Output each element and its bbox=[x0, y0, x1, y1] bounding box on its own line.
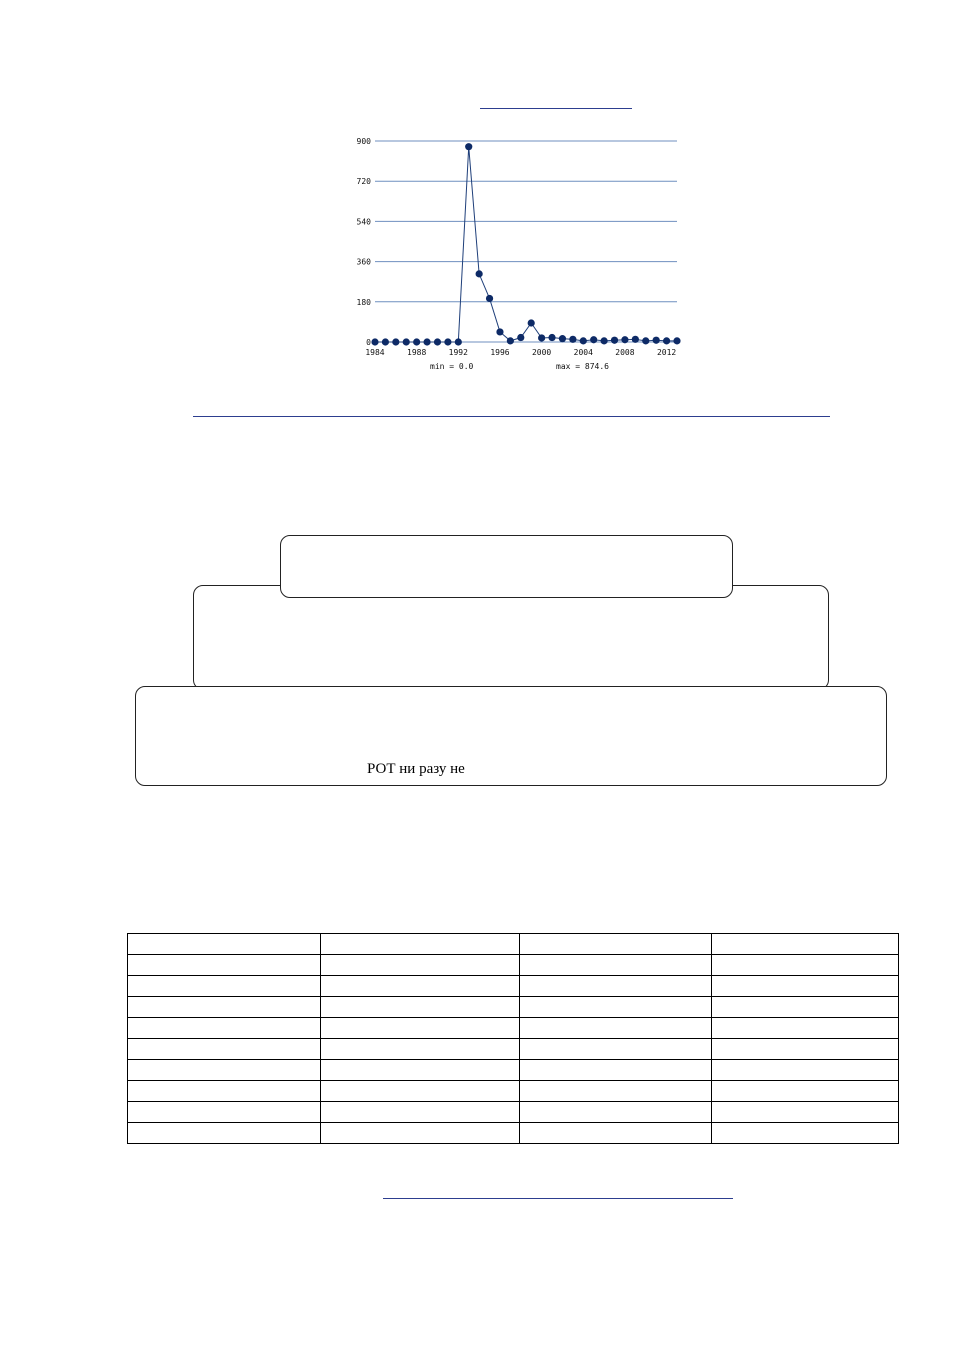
line-chart bbox=[340, 130, 690, 380]
data-point bbox=[507, 337, 514, 344]
top-short-rule bbox=[480, 108, 632, 109]
y-tick-label: 900 bbox=[356, 137, 371, 146]
table-row bbox=[128, 1102, 899, 1123]
table-cell bbox=[712, 955, 899, 976]
table-cell bbox=[321, 1060, 520, 1081]
data-point bbox=[423, 338, 430, 345]
data-point bbox=[663, 337, 670, 344]
table-cell bbox=[128, 1081, 321, 1102]
table-cell bbox=[128, 955, 321, 976]
table-cell bbox=[321, 997, 520, 1018]
diagram-box-bottom bbox=[135, 686, 887, 786]
y-tick-label: 0 bbox=[366, 338, 371, 347]
table-row bbox=[128, 1039, 899, 1060]
data-point bbox=[611, 337, 618, 344]
table-row bbox=[128, 955, 899, 976]
table-row bbox=[128, 934, 899, 955]
table-cell bbox=[712, 934, 899, 955]
data-point bbox=[559, 335, 566, 342]
data-point bbox=[413, 338, 420, 345]
table-cell bbox=[520, 955, 712, 976]
data-point bbox=[642, 337, 649, 344]
table-cell bbox=[520, 997, 712, 1018]
data-point bbox=[673, 337, 680, 344]
data-point bbox=[538, 334, 545, 341]
table-cell bbox=[128, 934, 321, 955]
table-row bbox=[128, 997, 899, 1018]
data-point bbox=[444, 338, 451, 345]
data-point bbox=[371, 338, 378, 345]
x-tick-label: 1988 bbox=[407, 348, 427, 357]
data-point bbox=[548, 334, 555, 341]
table-row bbox=[128, 1123, 899, 1144]
data-point bbox=[580, 337, 587, 344]
bottom-rule bbox=[383, 1198, 733, 1199]
table-row bbox=[128, 1060, 899, 1081]
y-tick-label: 720 bbox=[356, 177, 371, 187]
table-cell bbox=[712, 1081, 899, 1102]
table-cell bbox=[321, 1123, 520, 1144]
data-point bbox=[601, 337, 608, 344]
table-cell bbox=[128, 1060, 321, 1081]
x-tick-label: 1996 bbox=[490, 348, 510, 357]
table-cell bbox=[712, 997, 899, 1018]
data-point bbox=[392, 338, 399, 345]
chart-underline-rule bbox=[193, 416, 830, 417]
data-point bbox=[590, 336, 597, 343]
table-cell bbox=[712, 1060, 899, 1081]
data-point bbox=[434, 338, 441, 345]
table-cell bbox=[321, 955, 520, 976]
data-point bbox=[517, 334, 524, 341]
table-cell bbox=[520, 1018, 712, 1039]
table-cell bbox=[520, 1102, 712, 1123]
table-cell bbox=[128, 976, 321, 997]
x-tick-label: 2008 bbox=[615, 348, 635, 357]
table-cell bbox=[128, 1039, 321, 1060]
table-cell bbox=[321, 1081, 520, 1102]
table-cell bbox=[712, 1039, 899, 1060]
table-cell bbox=[712, 1123, 899, 1144]
data-point bbox=[653, 337, 660, 344]
y-tick-label: 360 bbox=[356, 257, 371, 267]
table-cell bbox=[520, 1039, 712, 1060]
table-cell bbox=[128, 1123, 321, 1144]
data-point bbox=[382, 338, 389, 345]
table-cell bbox=[520, 1123, 712, 1144]
y-tick-label: 180 bbox=[356, 297, 371, 307]
table-cell bbox=[128, 1018, 321, 1039]
diagram-box-bottom-text: РОТ ни разу не bbox=[367, 761, 465, 777]
data-point bbox=[476, 270, 483, 277]
x-tick-label: 2012 bbox=[656, 348, 677, 357]
data-point bbox=[632, 336, 639, 343]
diagram-box-middle bbox=[193, 585, 829, 690]
table-cell bbox=[321, 1102, 520, 1123]
data-point bbox=[403, 338, 410, 345]
data-point bbox=[621, 336, 628, 343]
table-cell bbox=[520, 934, 712, 955]
table-cell bbox=[128, 1102, 321, 1123]
data-point bbox=[569, 336, 576, 343]
table-row bbox=[128, 1081, 899, 1102]
table-cell bbox=[712, 1102, 899, 1123]
table-cell bbox=[712, 1018, 899, 1039]
table-cell bbox=[128, 997, 321, 1018]
data-point bbox=[465, 143, 472, 150]
table-cell bbox=[520, 976, 712, 997]
table-cell bbox=[520, 1081, 712, 1102]
max-label: max = 874.6 bbox=[556, 362, 609, 371]
table-row bbox=[128, 1018, 899, 1039]
x-tick-label: 1992 bbox=[448, 348, 468, 357]
x-tick-label: 2004 bbox=[573, 348, 593, 357]
diagram-box-top bbox=[280, 535, 733, 598]
min-label: min = 0.0 bbox=[430, 362, 474, 371]
series-line bbox=[375, 147, 677, 342]
table-cell bbox=[321, 1018, 520, 1039]
table-cell bbox=[321, 976, 520, 997]
table-cell bbox=[520, 1060, 712, 1081]
table-cell bbox=[321, 1039, 520, 1060]
table-cell bbox=[712, 976, 899, 997]
data-point bbox=[496, 328, 503, 335]
empty-table bbox=[127, 933, 899, 1144]
x-tick-label: 1984 bbox=[365, 348, 385, 357]
y-tick-label: 540 bbox=[356, 217, 371, 227]
data-point bbox=[486, 295, 493, 302]
data-point bbox=[528, 319, 535, 326]
x-tick-label: 2000 bbox=[531, 348, 552, 357]
data-point bbox=[455, 338, 462, 345]
table-row bbox=[128, 976, 899, 997]
table-cell bbox=[321, 934, 520, 955]
